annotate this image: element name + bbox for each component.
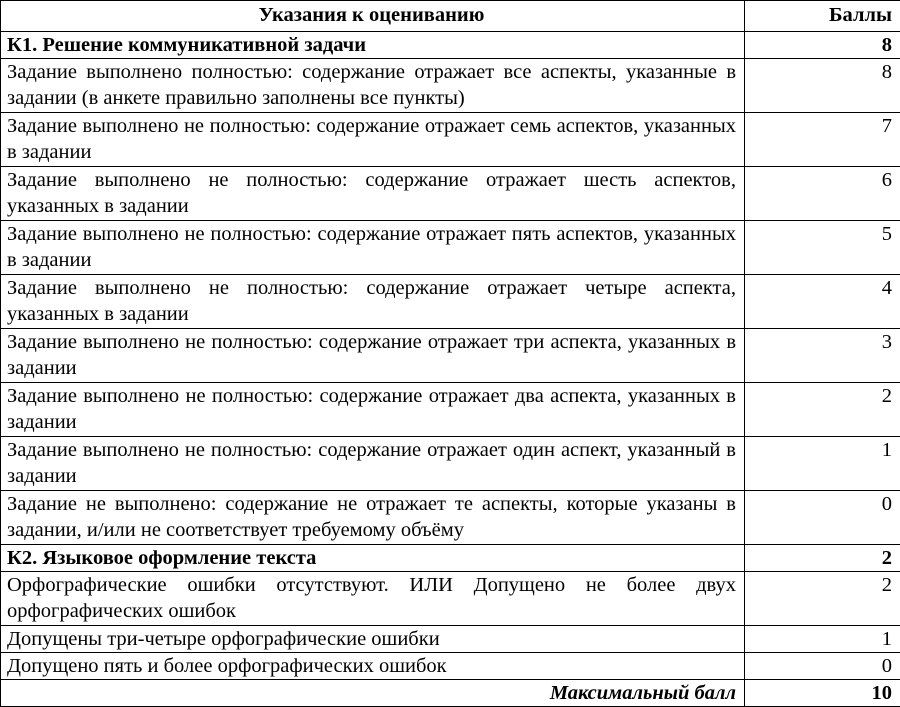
table-row (1, 167, 900, 221)
criterion-points: 8 (745, 59, 900, 113)
table-row (1, 626, 900, 653)
criterion-points: 2 (745, 383, 900, 437)
table-body (1, 32, 900, 680)
points-header: Баллы (745, 1, 900, 32)
section-points: 8 (745, 32, 900, 59)
criterion-text: Допущены три-четыре орфографические ошибки (1, 626, 745, 653)
criterion-text: Задание выполнено не полностью: содержание отражает семь аспектов, указанных в задании (1, 113, 745, 167)
total-row (1, 680, 900, 707)
table-row (1, 383, 900, 437)
section-header-row (1, 32, 900, 59)
criterion-text: Задание выполнено полностью: содержание отражает все аспекты, указанные в задании (в анкете правильно заполнены все пункты) (1, 59, 745, 113)
section-title: К2. Языковое оформление текста (1, 545, 745, 572)
criterion-text: Допущено пять и более орфографических ошибок (1, 653, 745, 680)
criterion-points: 0 (745, 653, 900, 680)
table-row (1, 113, 900, 167)
header-row (1, 1, 900, 32)
section-points: 2 (745, 545, 900, 572)
table-row (1, 653, 900, 680)
criterion-points: 7 (745, 113, 900, 167)
table-row (1, 437, 900, 491)
criterion-text: Задание выполнено не полностью: содержание отражает четыре аспекта, указанных в задании (1, 275, 745, 329)
criterion-points: 6 (745, 167, 900, 221)
criterion-points: 0 (745, 491, 900, 545)
criterion-points: 5 (745, 221, 900, 275)
total-points: 10 (745, 680, 900, 707)
criterion-points: 1 (745, 626, 900, 653)
criterion-points: 3 (745, 329, 900, 383)
criterion-text: Задание выполнено не полностью: содержание отражает пять аспектов, указанных в задании (1, 221, 745, 275)
criteria-header: Указания к оцениванию (1, 1, 745, 32)
table-row (1, 221, 900, 275)
criterion-points: 4 (745, 275, 900, 329)
criterion-points: 1 (745, 437, 900, 491)
table-row (1, 329, 900, 383)
criterion-text: Задание выполнено не полностью: содержание отражает два аспекта, указанных в задании (1, 383, 745, 437)
criterion-text: Задание выполнено не полностью: содержание отражает один аспект, указанный в задании (1, 437, 745, 491)
criterion-points: 2 (745, 572, 900, 626)
criterion-text: Орфографические ошибки отсутствуют. ИЛИ Допущено не более двух орфографических ошибок (1, 572, 745, 626)
criterion-text: Задание выполнено не полностью: содержание отражает три аспекта, указанных в задании (1, 329, 745, 383)
total-label: Максимальный балл (1, 680, 745, 707)
table-row (1, 491, 900, 545)
table-row (1, 275, 900, 329)
section-header-row (1, 545, 900, 572)
table-row (1, 572, 900, 626)
criterion-text: Задание не выполнено: содержание не отражает те аспекты, которые указаны в задании, и/или не соответствует требуемому объёму (1, 491, 745, 545)
criterion-text: Задание выполнено не полностью: содержание отражает шесть аспектов, указанных в задании (1, 167, 745, 221)
table-row (1, 59, 900, 113)
section-title: К1. Решение коммуникативной задачи (1, 32, 745, 59)
